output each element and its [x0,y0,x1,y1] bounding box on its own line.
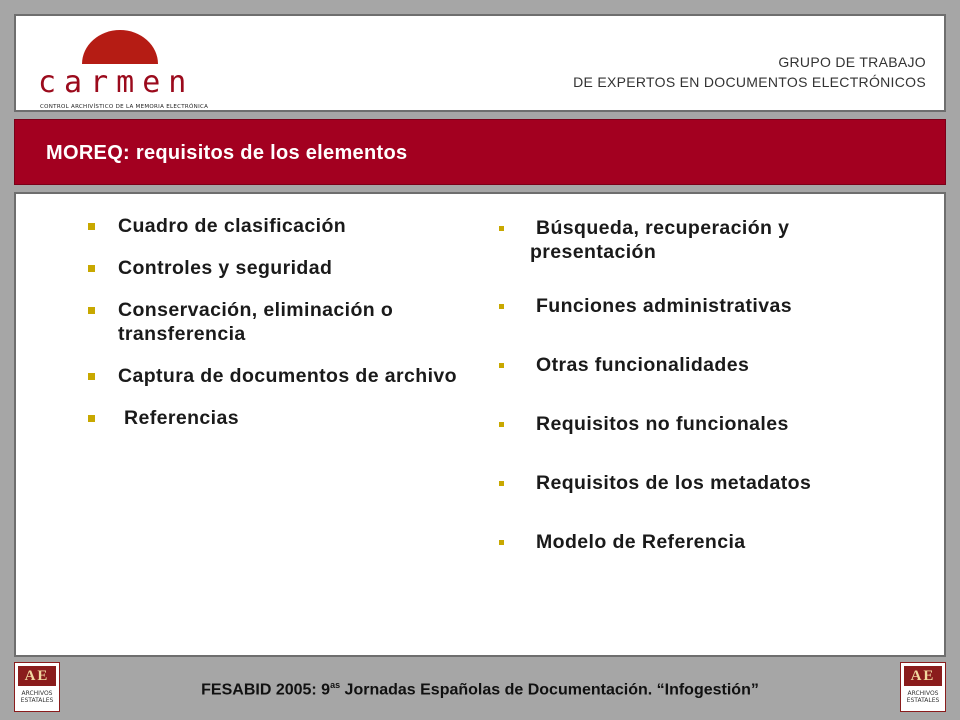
logo-caption: ARCHIVOS ESTATALES [20,690,54,704]
footer-caption: FESABID 2005: $9^{as}$ Jornadas Españolas de Documentación. “Infogestión” [201,680,759,699]
left-requirements-list [104,214,464,448]
title-bar [14,119,946,185]
square-bullet-icon [499,422,504,427]
square-bullet-icon [88,307,95,314]
list-item: Conservación, eliminación o transferencia [104,298,464,346]
ae-logo-icon: AE [904,666,942,686]
list-item: Modelo de Referencia [518,530,938,554]
list-item: Controles y seguridad [104,256,464,280]
square-bullet-icon [499,540,504,545]
square-bullet-icon [499,363,504,368]
list-item: Otras funcionalidades [518,353,938,377]
square-bullet-icon [499,226,504,231]
group-title-line2: DE EXPERTOS EN DOCUMENTOS ELECTRÓNICOS [573,74,926,90]
square-bullet-icon [88,415,95,422]
carmen-logo [36,30,216,110]
sun-logo-icon [80,30,160,66]
logo-subtitle: CONTROL ARCHIVÍSTICO DE LA MEMORIA ELECTRÓNICA [40,104,209,110]
logo-wordmark: carmen [38,65,195,100]
square-bullet-icon [499,304,504,309]
ae-logo-icon: AE [18,666,56,686]
working-group-title [573,52,926,92]
square-bullet-icon [88,223,95,230]
header-panel [14,14,946,112]
list-item: Cuadro de clasificación [104,214,464,238]
group-title-line1: GRUPO DE TRABAJO [778,54,926,70]
list-item: Requisitos de los metadatos [518,471,938,495]
slide-title: MOREQ: requisitos de los elementos [46,142,408,164]
list-item: Búsqueda, recuperación y presentación [518,216,938,264]
list-item: Funciones administrativas [518,294,938,318]
square-bullet-icon [499,481,504,486]
right-requirements-list [518,216,938,589]
square-bullet-icon [88,373,95,380]
list-item: Requisitos no funcionales [518,412,938,436]
list-item: Referencias [104,406,464,430]
logo-caption: ARCHIVOS ESTATALES [906,690,940,704]
list-item: Captura de documentos de archivo [104,364,464,388]
square-bullet-icon [88,265,95,272]
